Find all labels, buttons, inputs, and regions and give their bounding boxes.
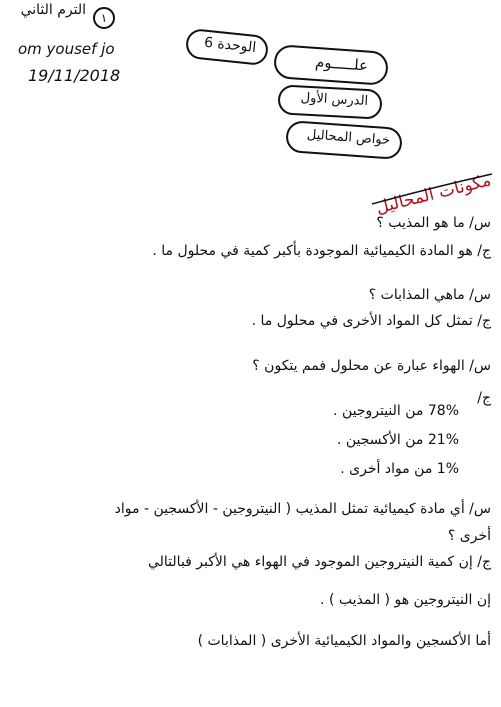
line-3: س/ ماهي المذابات ؟ — [368, 287, 491, 303]
unit-label: الوحدة 6 — [203, 34, 257, 56]
date-label: 19/11/2018 — [28, 66, 121, 85]
line-5: س/ الهواء عبارة عن محلول فمم يتكون ؟ — [252, 358, 491, 374]
subject-label: علـــــوم — [314, 52, 369, 75]
topic-pill — [285, 120, 403, 160]
bullet-1: 78% من النيتروجين . — [333, 403, 459, 419]
bullet-3: 1% من مواد أخرى . — [340, 461, 459, 477]
unit-pill — [185, 28, 270, 66]
line-2: ج/ هو المادة الكيميائية الموجودة بأكبر كمية في محلول ما . — [152, 243, 491, 259]
line-12: ج/ إن كمية النيتروجين الموجود في الهواء هي الأكبر فبالتالي — [147, 554, 491, 570]
line-1: س/ ما هو المذيب ؟ — [376, 215, 491, 231]
page-number-circle — [93, 7, 115, 29]
line-10: س/ أي مادة كيميائية تمثل المذيب ( النيتروجين - الأكسجين - مواد — [114, 501, 491, 517]
line-6: ج/ — [477, 390, 491, 406]
line-13: إن النيتروجين هو ( المذيب ) . — [320, 592, 491, 608]
term-label: الترم الثاني — [20, 2, 86, 18]
lesson-label: الدرس الأول — [300, 90, 369, 109]
line-14: أما الأكسجين والمواد الكيميائية الأخرى ( المذابات ) — [197, 633, 491, 649]
line-4: ج/ تمثل كل المواد الأخرى في محلول ما . — [251, 313, 491, 329]
lesson-pill — [277, 84, 382, 119]
section-title: مكونات المحاليل — [374, 170, 494, 219]
subject-pill — [273, 44, 389, 86]
section-title-underline — [370, 168, 495, 208]
author-name: om yousef jo — [18, 40, 115, 58]
bullet-2: 21% من الأكسجين . — [336, 432, 459, 448]
page-number: ١ — [100, 11, 108, 25]
line-11: أخرى ؟ — [447, 528, 491, 544]
topic-label: خواص المحاليل — [306, 127, 391, 149]
